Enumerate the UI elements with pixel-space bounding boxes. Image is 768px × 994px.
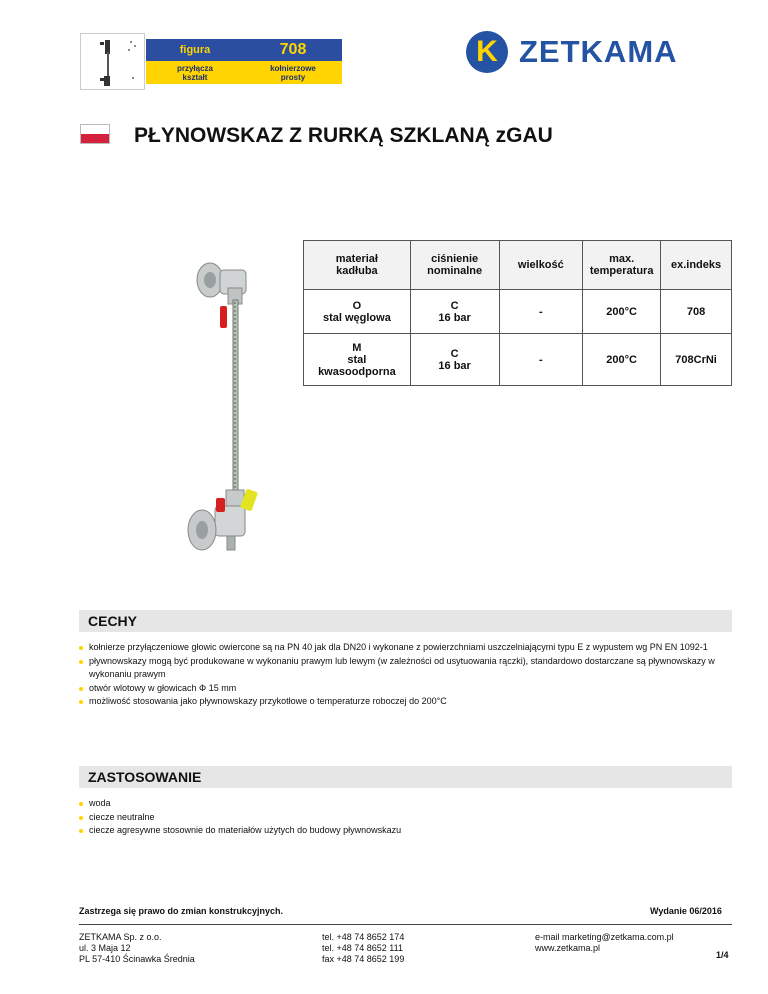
logo-wordmark: ZETKAMA [519,34,678,69]
cell-size: - [499,334,583,386]
footer-divider [79,924,732,925]
list-item: ciecze agresywne stosownie do materiałów użytych do budowy pływnowskazu [79,824,729,838]
figure-info-box [146,39,342,84]
table-header-row [304,241,732,290]
figure-thumbnail [80,33,145,90]
applications-list [79,797,729,838]
header-material: materiał kadłuba [304,241,411,290]
connection-value: kołnierzowe prosty [270,63,316,82]
figure-label: figura [179,44,211,56]
cell-pressure: C 16 bar [410,334,499,386]
features-list [79,641,729,709]
page-title: PŁYNOWSKAZ Z RURKĄ SZKLANĄ zGAU [134,124,553,147]
header-size: wielkość [499,241,583,290]
list-item: otwór wlotowy w głowicach Φ 15 mm [79,682,729,696]
list-item: możliwość stosowania jako pływnowskazy przykotłowe o temperaturze roboczej do 200°C [79,695,729,709]
company-phones: tel. +48 74 8652 174 tel. +48 74 8652 111 fax +48 74 8652 199 [322,932,405,964]
cell-index: 708 [661,290,732,334]
page-number: 1/4 [716,950,729,960]
list-item: woda [79,797,729,811]
disclaimer: Zastrzega się prawo do zmian konstrukcyjnych. [79,906,284,916]
product-image [180,240,290,565]
company-web [535,932,674,954]
cell-temperature: 200°C [583,334,661,386]
cell-temperature: 200°C [583,290,661,334]
logo-k-icon: K [466,31,508,73]
header-index: ex.indeks [661,241,732,290]
list-item: ciecze neutralne [79,811,729,825]
list-item: pływnowskazy mogą być produkowane w wykonaniu prawym lub lewym (w zależności od usytuowania rączki), standardowo dostarczane są pływnowskazy w wykonaniu prawym [79,655,729,682]
website-link[interactable]: www.zetkama.pl [535,943,601,953]
figure-number: 708 [279,41,307,58]
cell-size: - [499,290,583,334]
spec-table [303,240,732,386]
zetkama-logo [466,32,736,72]
email-link[interactable]: e-mail marketing@zetkama.com.pl [535,932,674,942]
table-row [304,334,732,386]
features-heading: CECHY [79,610,732,632]
company-address: ZETKAMA Sp. z o.o. ul. 3 Maja 12 PL 57-410 Ścinawka Średnia [79,932,195,964]
cell-material: M stal kwasoodporna [304,334,411,386]
poland-flag-icon [80,124,110,144]
edition: Wydanie 06/2016 [650,906,722,916]
header-pressure: ciśnienie nominalne [410,241,499,290]
cell-material: O stal węglowa [304,290,411,334]
header-temperature: max. temperatura [583,241,661,290]
table-row [304,290,732,334]
connection-label: przyłącza kształt [176,63,214,82]
list-item: kołnierze przyłączeniowe głowic owiercone są na PN 40 jak dla DN20 i wykonane z powierzchniami uszczelniającymi typu E z wypustem wg PN EN 1092-1 [79,641,729,655]
cell-pressure: C 16 bar [410,290,499,334]
cell-index: 708CrNi [661,334,732,386]
applications-heading: ZASTOSOWANIE [79,766,732,788]
